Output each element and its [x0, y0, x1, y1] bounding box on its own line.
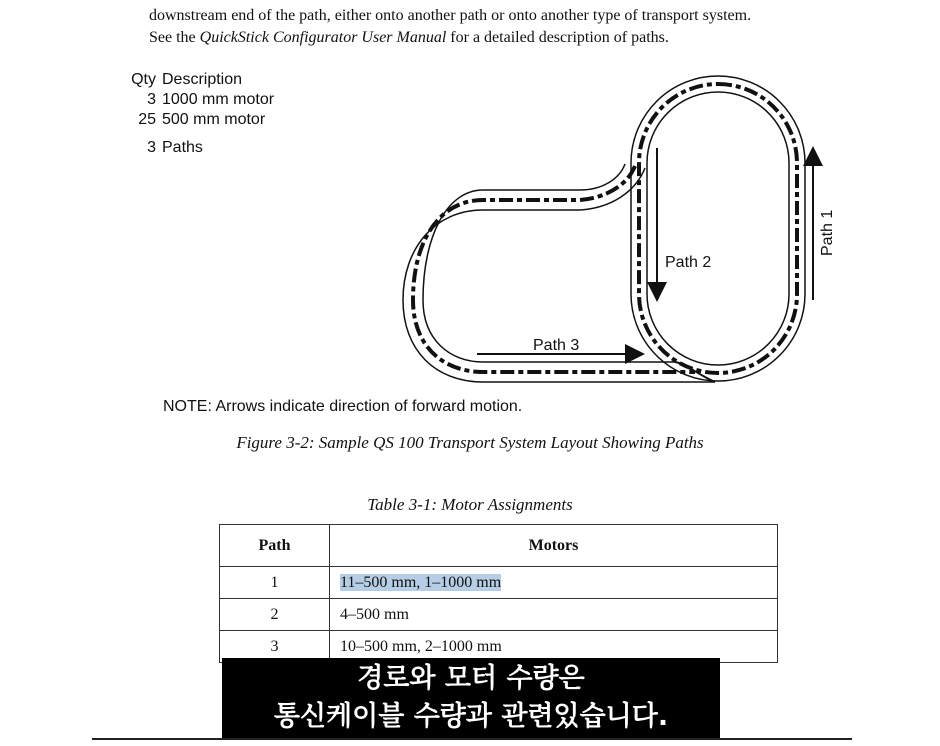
qty-header: Qty — [131, 71, 156, 88]
motors-cell[interactable] — [330, 567, 778, 599]
motors-cell[interactable]: 4–500 mm — [330, 599, 778, 631]
parts-qty: 3 — [147, 139, 156, 156]
path-column-header: Path — [220, 525, 330, 567]
path1-label: Path 1 — [819, 209, 836, 256]
table-row — [220, 567, 778, 599]
figure-caption: Figure 3-2: Sample QS 100 Transport System Layout Showing Paths — [236, 433, 704, 452]
path-cell: 3 — [220, 631, 330, 663]
path3-label: Path 3 — [533, 337, 580, 354]
loop-track-inner — [647, 92, 789, 365]
intro-line-2-prefix: See the — [149, 29, 200, 46]
parts-desc: 1000 mm motor — [162, 91, 275, 108]
diagram-note: NOTE: Arrows indicate direction of forward motion. — [163, 398, 523, 415]
video-subtitle — [222, 658, 720, 738]
intro-line-2-suffix: for a detailed description of paths. — [446, 29, 669, 46]
parts-row — [120, 138, 274, 158]
parts-qty: 25 — [138, 111, 156, 128]
parts-qty: 3 — [147, 91, 156, 108]
subtitle-line-1: 경로와 모터 수량은 — [357, 663, 585, 694]
motors-cell[interactable]: 10–500 mm, 2–1000 mm — [330, 631, 778, 663]
table-caption: Table 3-1: Motor Assignments — [367, 495, 573, 514]
manual-title: QuickStick Configurator User Manual — [199, 29, 447, 46]
subtitle-line-2: 통신케이블 수량과 관련있습니다. — [273, 701, 669, 732]
loop-track-motors — [639, 84, 797, 373]
description-header: Description — [162, 71, 243, 88]
motors-column-header: Motors — [330, 525, 778, 567]
page-divider — [92, 738, 852, 740]
parts-header — [120, 70, 274, 90]
parts-list — [120, 70, 274, 158]
table-row — [220, 599, 778, 631]
path2-label: Path 2 — [665, 254, 712, 271]
parts-desc: Paths — [162, 139, 203, 156]
intro-line-2 — [149, 27, 751, 49]
track-layout-diagram — [395, 68, 845, 386]
intro-paragraph — [149, 5, 751, 49]
intro-line-1: downstream end of the path, either onto another path or onto another type of transport system. — [149, 7, 752, 24]
path-cell: 2 — [220, 599, 330, 631]
motor-assignments-table — [219, 524, 778, 663]
table-header-row — [220, 525, 778, 567]
parts-row — [120, 90, 274, 110]
parts-row — [120, 110, 274, 130]
selected-text[interactable]: 11–500 mm, 1–1000 mm — [340, 573, 502, 591]
path-cell: 1 — [220, 567, 330, 599]
parts-desc: 500 mm motor — [162, 111, 266, 128]
